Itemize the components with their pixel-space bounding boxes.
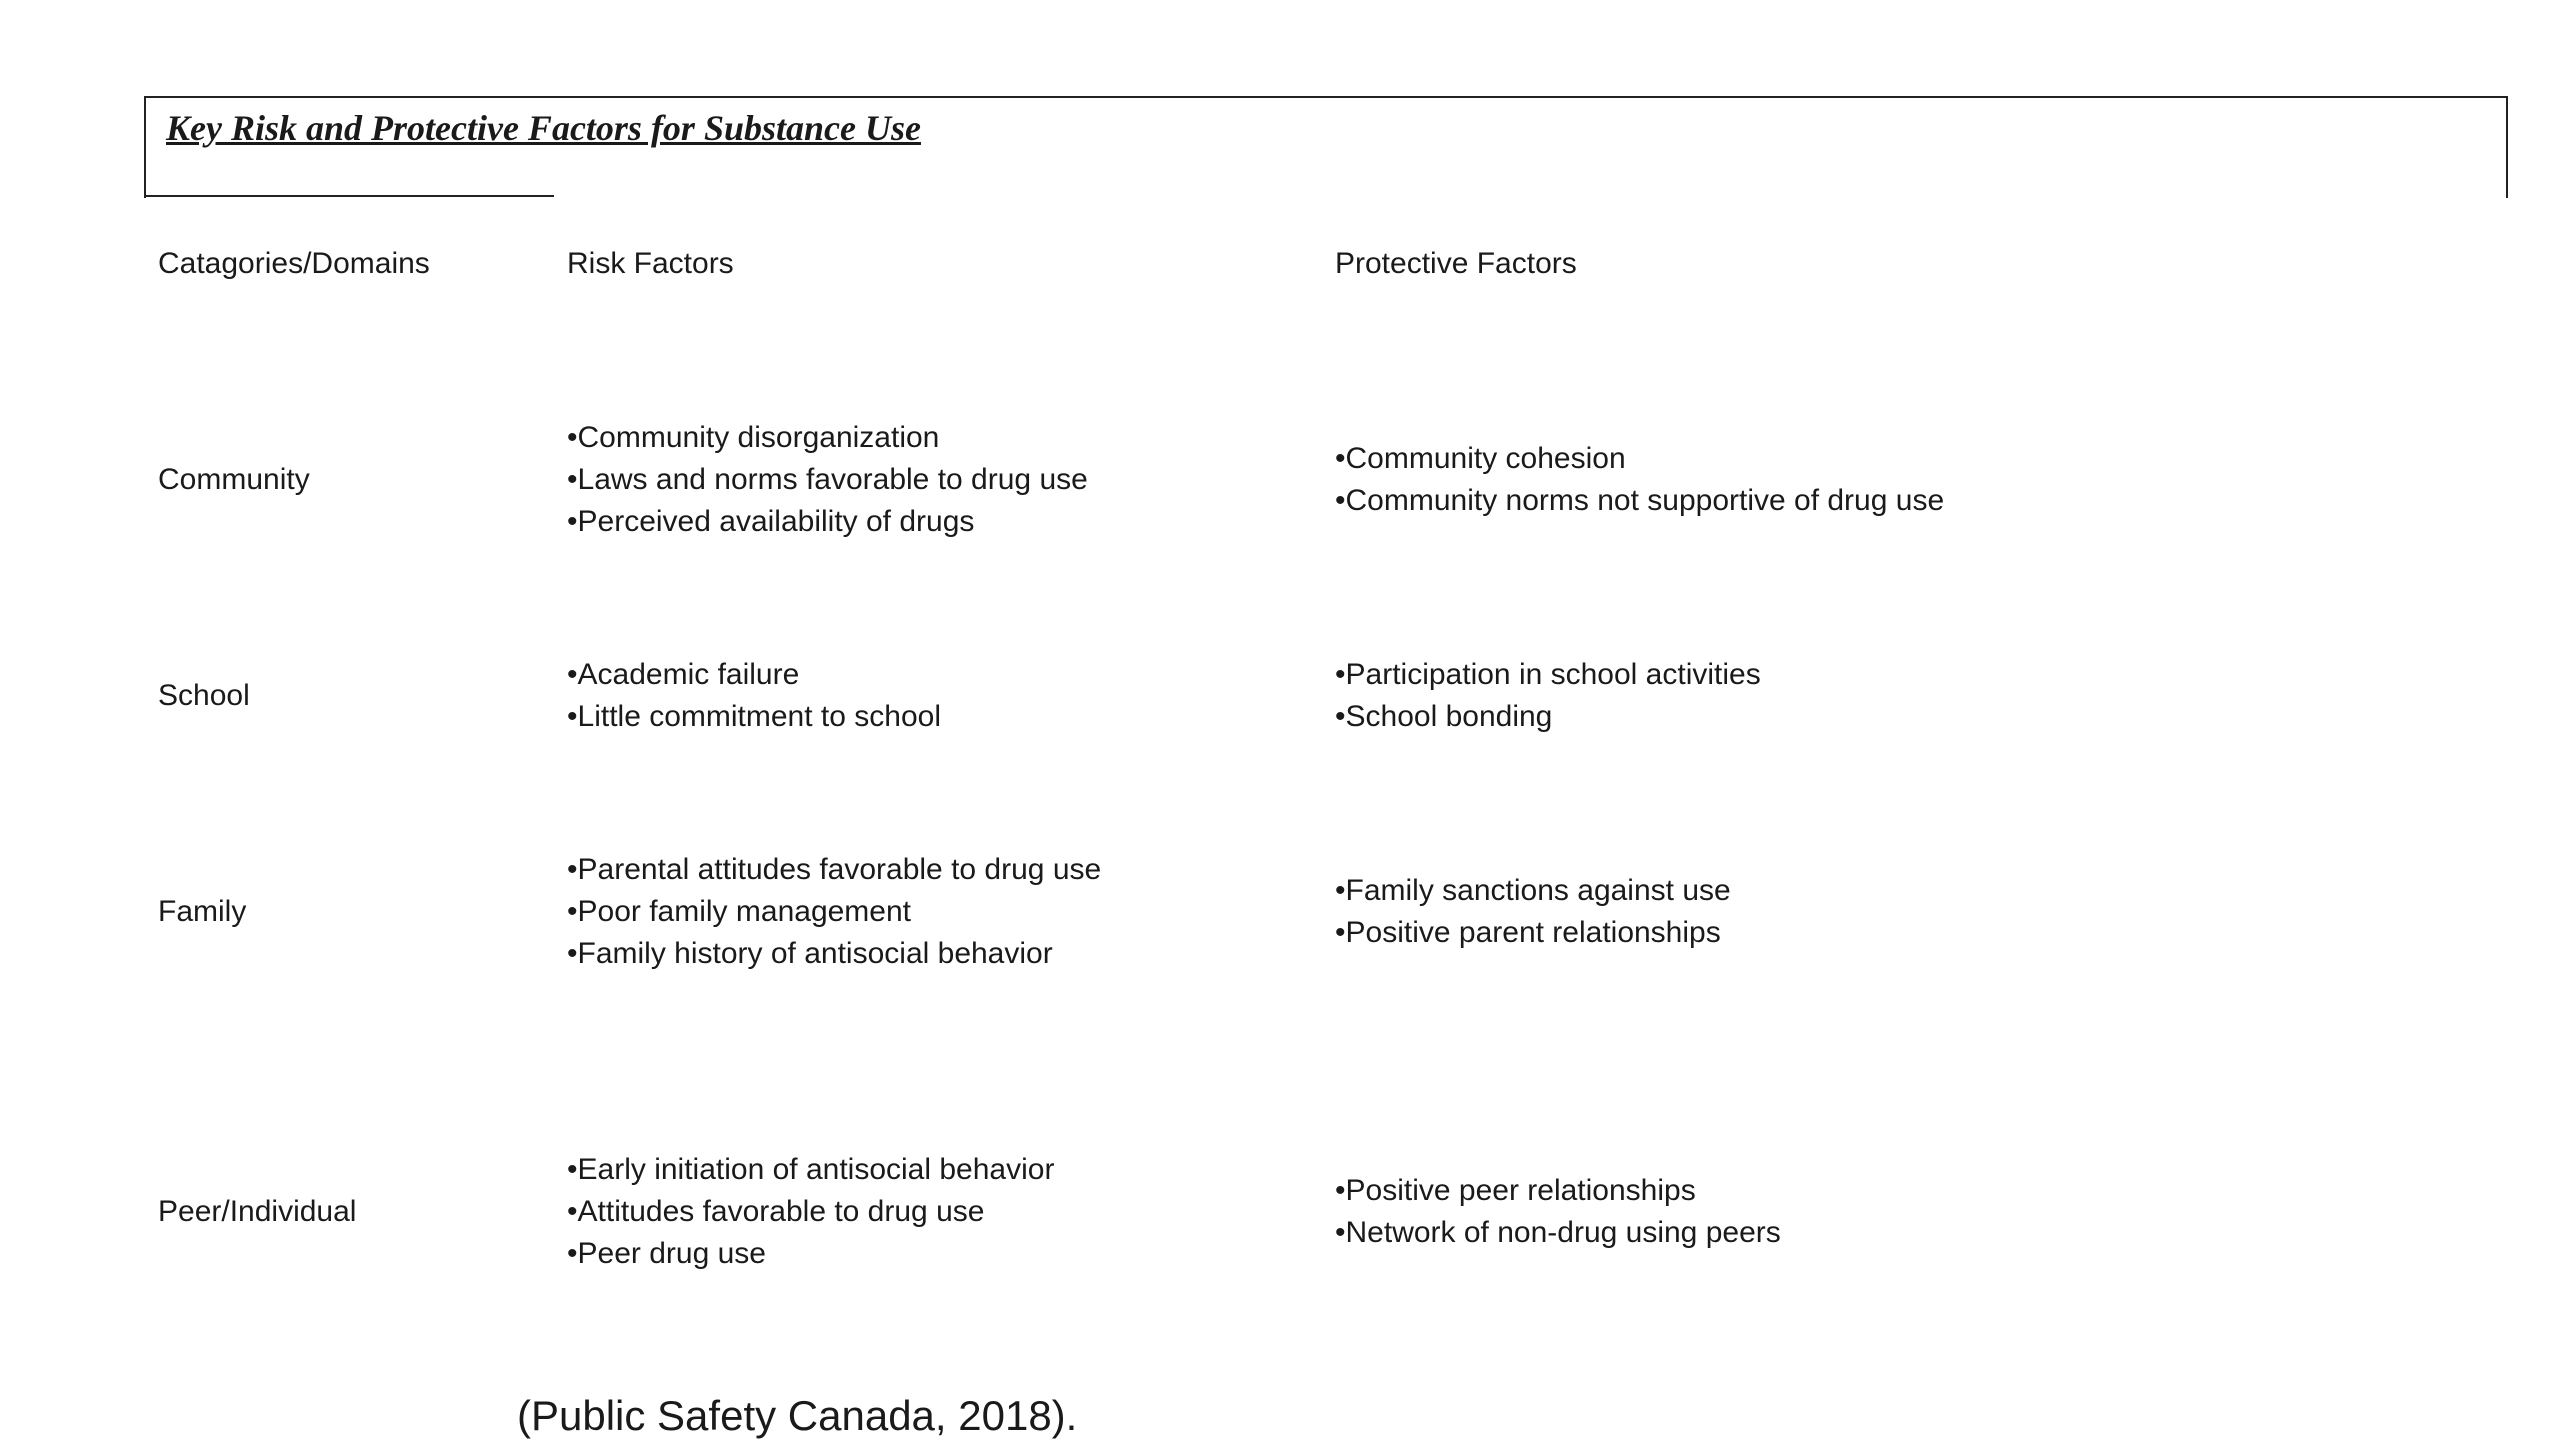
citation: (Public Safety Canada, 2018).	[517, 1392, 1078, 1439]
protective-list-school	[1335, 654, 1761, 738]
list-item: • Peer drug use	[567, 1233, 1054, 1275]
domain-peer-individual: Peer/Individual	[158, 1195, 357, 1228]
list-item: • Family history of antisocial behavior	[567, 933, 1101, 975]
protective-list-family	[1335, 870, 1731, 954]
list-item: • Laws and norms favorable to drug use	[567, 459, 1088, 501]
domain-school: School	[158, 679, 250, 712]
list-item: • Early initiation of antisocial behavior	[567, 1149, 1054, 1191]
risk-list-school	[567, 654, 941, 738]
title-frame-underline	[144, 195, 554, 197]
list-item: • Positive peer relationships	[1335, 1170, 1781, 1212]
list-item: • Poor family management	[567, 891, 1101, 933]
list-item: • School bonding	[1335, 696, 1761, 738]
risk-list-community	[567, 417, 1088, 543]
list-item: • Community cohesion	[1335, 438, 1944, 480]
header-protective-factors: Protective Factors	[1335, 247, 1577, 280]
domain-family: Family	[158, 895, 247, 928]
list-item: • Attitudes favorable to drug use	[567, 1191, 1054, 1233]
list-item: • Positive parent relationships	[1335, 912, 1731, 954]
header-risk-factors: Risk Factors	[567, 247, 734, 280]
list-item: • Family sanctions against use	[1335, 870, 1731, 912]
list-item: • Community norms not supportive of drug use	[1335, 480, 1944, 522]
domain-community: Community	[158, 463, 310, 496]
list-item: • Community disorganization	[567, 417, 1088, 459]
risk-list-family	[567, 849, 1101, 975]
list-item: • Perceived availability of drugs	[567, 501, 1088, 543]
list-item: • Network of non-drug using peers	[1335, 1212, 1781, 1254]
risk-list-peer-individual	[567, 1149, 1054, 1275]
list-item: • Little commitment to school	[567, 696, 941, 738]
protective-list-peer-individual	[1335, 1170, 1781, 1254]
protective-list-community	[1335, 438, 1944, 522]
header-domain: Catagories/Domains	[158, 247, 430, 280]
page-title: Key Risk and Protective Factors for Substance Use	[166, 108, 921, 148]
list-item: • Parental attitudes favorable to drug use	[567, 849, 1101, 891]
list-item: • Academic failure	[567, 654, 941, 696]
list-item: • Participation in school activities	[1335, 654, 1761, 696]
